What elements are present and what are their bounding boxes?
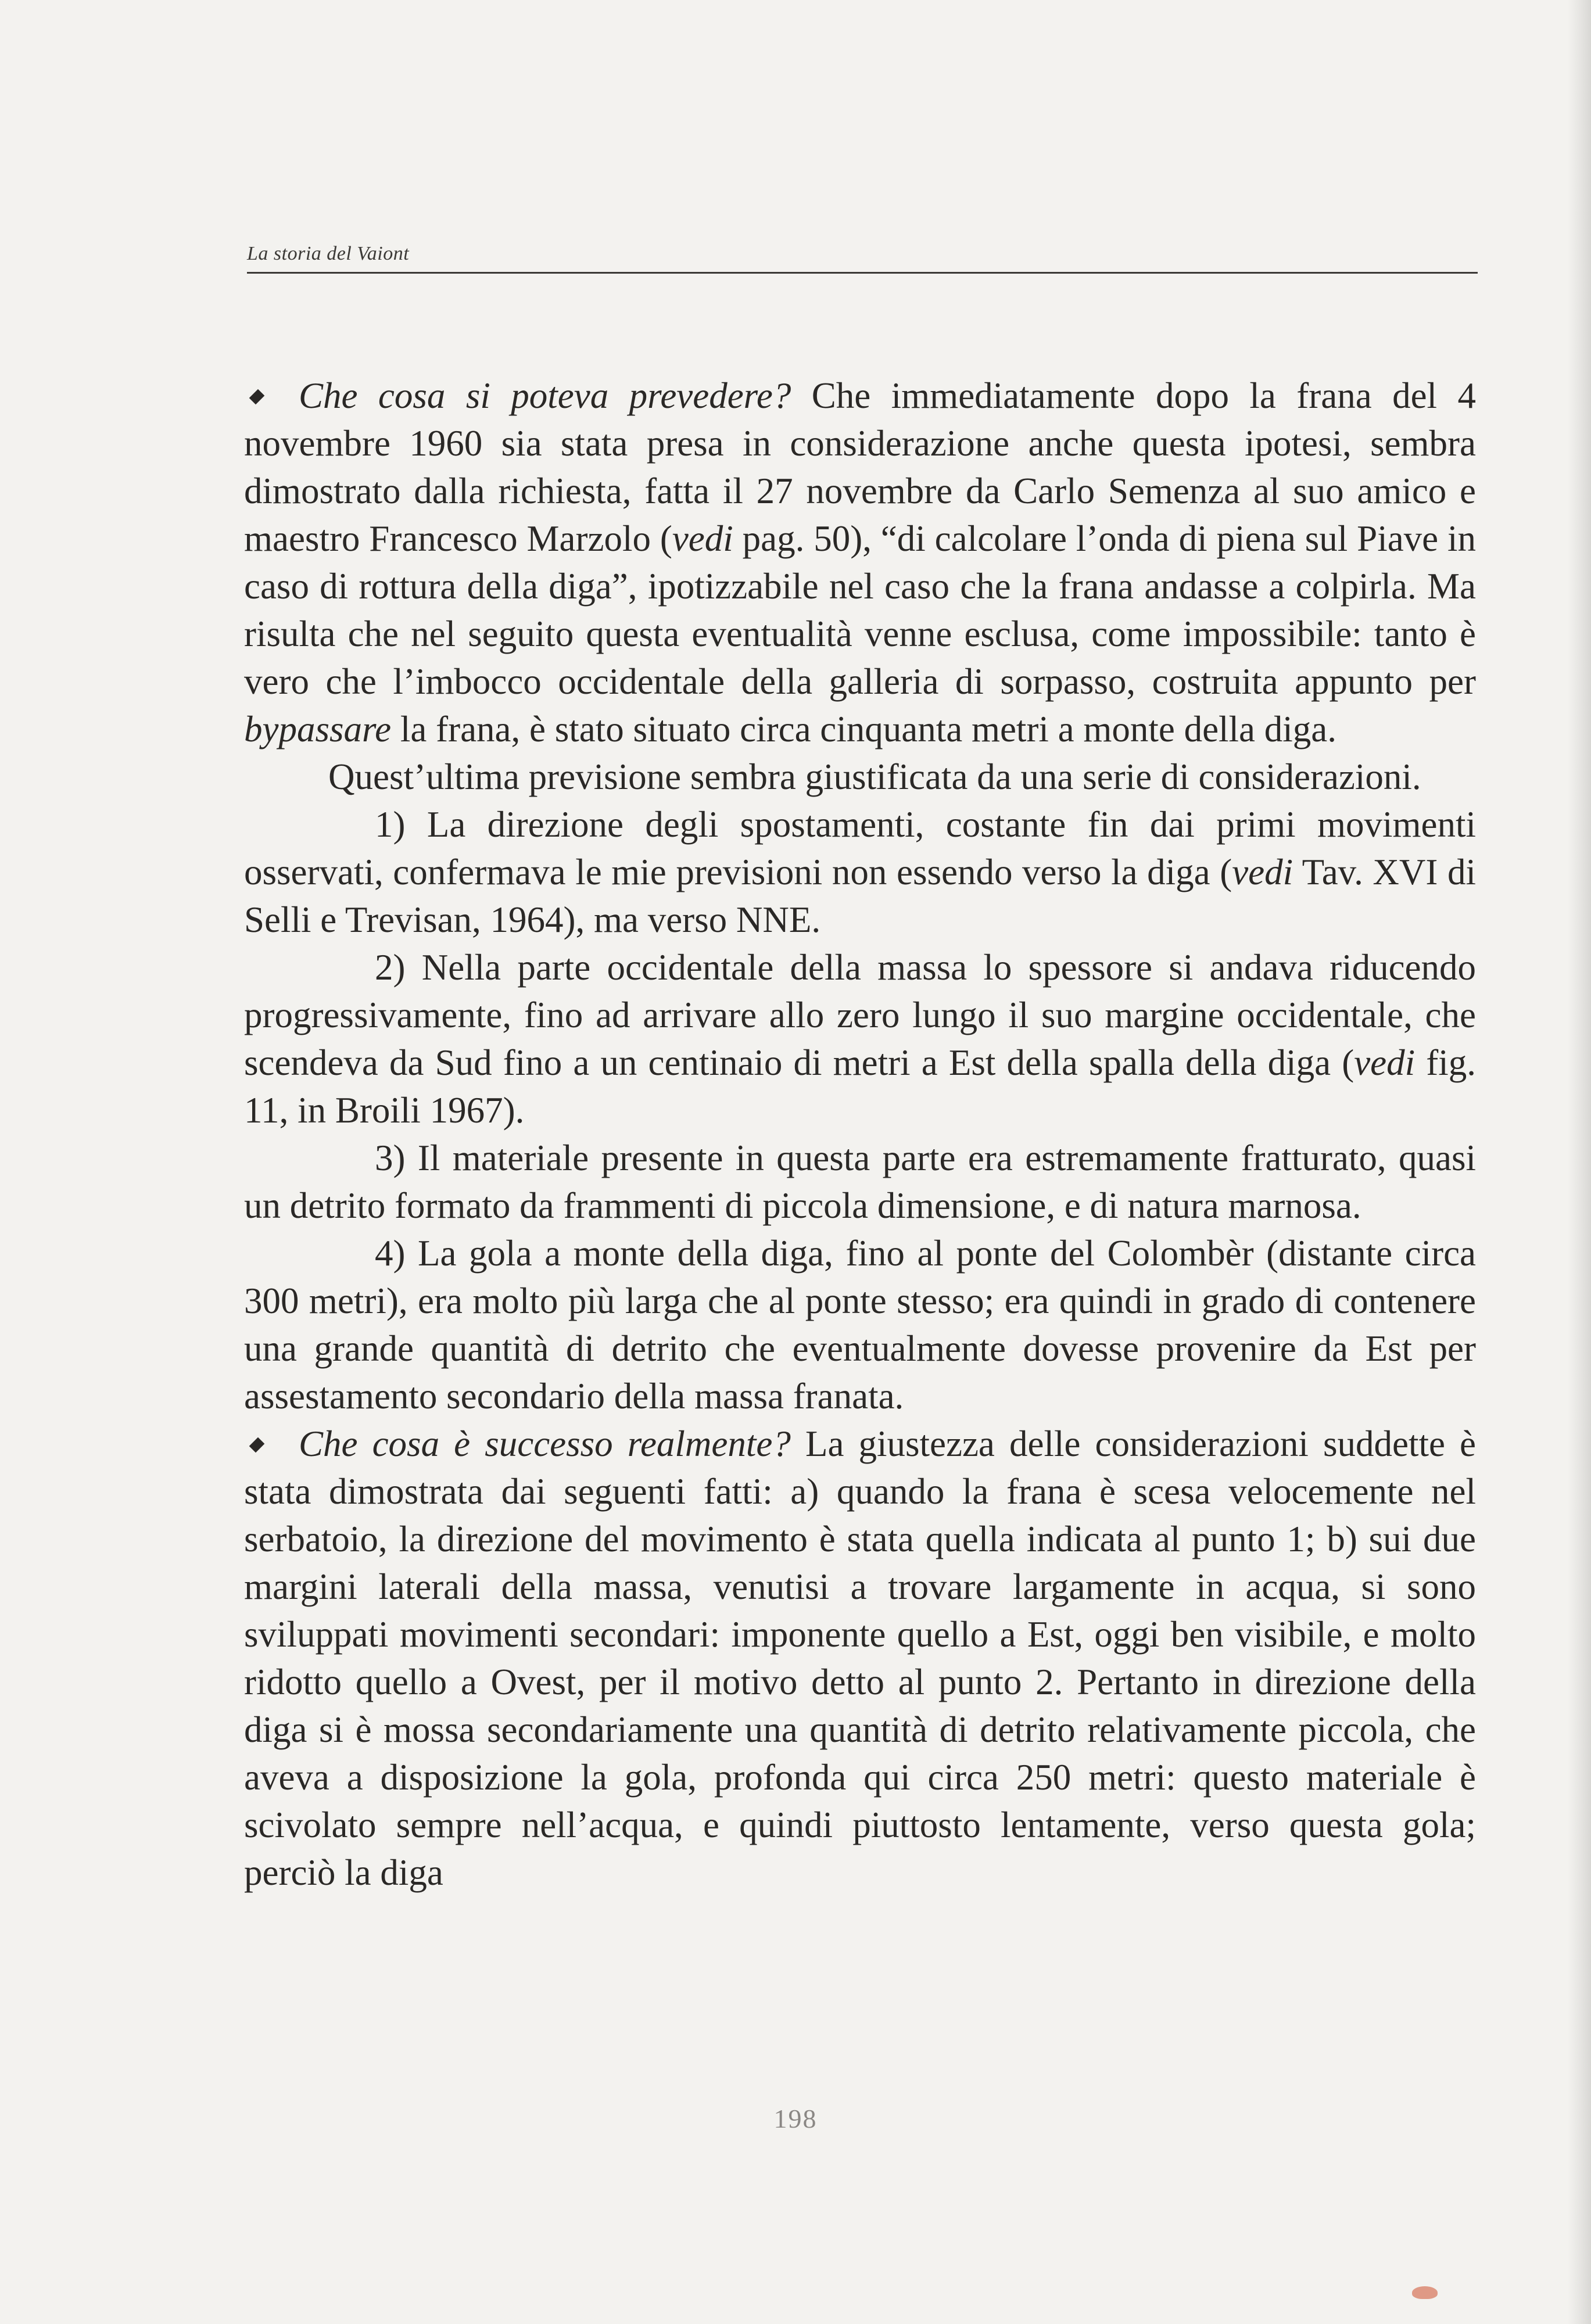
text-body bbox=[244, 372, 1476, 1896]
diamond-bullet-icon bbox=[249, 389, 265, 404]
diamond-bullet-icon bbox=[249, 1437, 265, 1452]
paragraph-text: Tav. XVI di Selli e Trevisan, 1964), ma verso NNE. bbox=[244, 852, 1476, 940]
paragraph-what-happened bbox=[244, 1420, 1476, 1896]
page-number: 198 bbox=[773, 2104, 818, 2133]
bypass-term: bypassare bbox=[244, 709, 392, 749]
header-rule bbox=[247, 272, 1478, 274]
section-lead-forecast: Che cosa si poteva prevedere? bbox=[299, 375, 791, 416]
paragraph-text: 1) La direzione degli spostamenti, costante fin dai primi movimenti osservati, confermava le mie previsioni non essendo verso la diga ( bbox=[244, 804, 1476, 892]
paragraph-text: La giustezza delle considerazioni suddette è stata dimostrata dai seguenti fatti: a) quando la frana è scesa velocemente nel serbatoio, la direzione del movimento è stata quella indicata al punto 1; b) sui due margini laterali della massa, venutisi a trovare largamente in acqua, si sono sviluppati movimenti secondari: imponente quello a Est, oggi ben visibile, e molto ridotto quello a Ovest, per il motivo detto al punto 2. Pertanto in direzione della diga si è mossa secondariamente una quantità di detrito relativamente piccola, che aveva a disposizione la gola, profonda qui circa 250 metri: questo materiale è scivolato sempre nell’acqua, e quindi piuttosto lentamente, verso questa gola; perciò la diga bbox=[244, 1423, 1476, 1893]
paragraph-text: pag. 50), “di calcolare l’onda di piena sul Piave in caso di rottura della diga”, ipotizzabile nel caso che la frana andasse a colpirla. Ma risulta che nel seguito questa eventualità venne esclusa, come impossibile: tanto è vero che l’imbocco occidentale della galleria di sorpasso, costruita appunto per bbox=[244, 518, 1477, 702]
page-edge-shadow bbox=[1568, 0, 1591, 2324]
vedi-reference: vedi bbox=[672, 518, 733, 559]
paragraph-point-3: 3) Il materiale presente in questa parte era estremamente fratturato, quasi un detrito formato da frammenti di piccola dimensione, e di natura marnosa. bbox=[244, 1138, 1476, 1226]
paragraph-text: 2) Nella parte occidentale della massa lo spessore si andava riducendo progressivamente, fino ad arrivare allo zero lungo il suo margine occidentale, che scendeva da Sud fino a un centinaio di metri a Est della spalla della diga ( bbox=[244, 947, 1476, 1083]
paragraph-point-4: 4) La gola a monte della diga, fino al ponte del Colombèr (distante circa 300 metri), era molto più larga che al ponte stesso; era quindi in grado di contenere una grande quantità di detrito che eventualmente dovesse provenire da Est per assestamento secondario della massa franata. bbox=[244, 1233, 1476, 1416]
running-header: La storia del Vaiont bbox=[247, 243, 410, 264]
paragraph-text: la frana, è stato situato circa cinquanta metri a monte della diga. bbox=[391, 709, 1336, 749]
paragraph-point-2 bbox=[244, 944, 1476, 1134]
paragraph-text: fig. 11, in Broili 1967). bbox=[244, 1042, 1477, 1131]
vedi-reference: vedi bbox=[1232, 852, 1293, 892]
paragraph-forecast bbox=[244, 372, 1476, 753]
paragraph-point-1 bbox=[244, 801, 1476, 944]
ink-smudge bbox=[1412, 2286, 1438, 2299]
paragraph-considerations-intro: Quest’ultima previsione sembra giustificata da una serie di considerazioni. bbox=[328, 756, 1421, 797]
vedi-reference: vedi bbox=[1354, 1042, 1416, 1083]
paragraph-text: Che immediatamente dopo la frana del 4 novembre 1960 sia stata presa in considerazione anche questa ipotesi, sembra dimostrato dalla richiesta, fatta il 27 novembre da Carlo Semenza al suo amico e maestro Francesco Marzolo ( bbox=[244, 375, 1476, 559]
section-lead-what-happened: Che cosa è successo realmente? bbox=[299, 1423, 791, 1464]
